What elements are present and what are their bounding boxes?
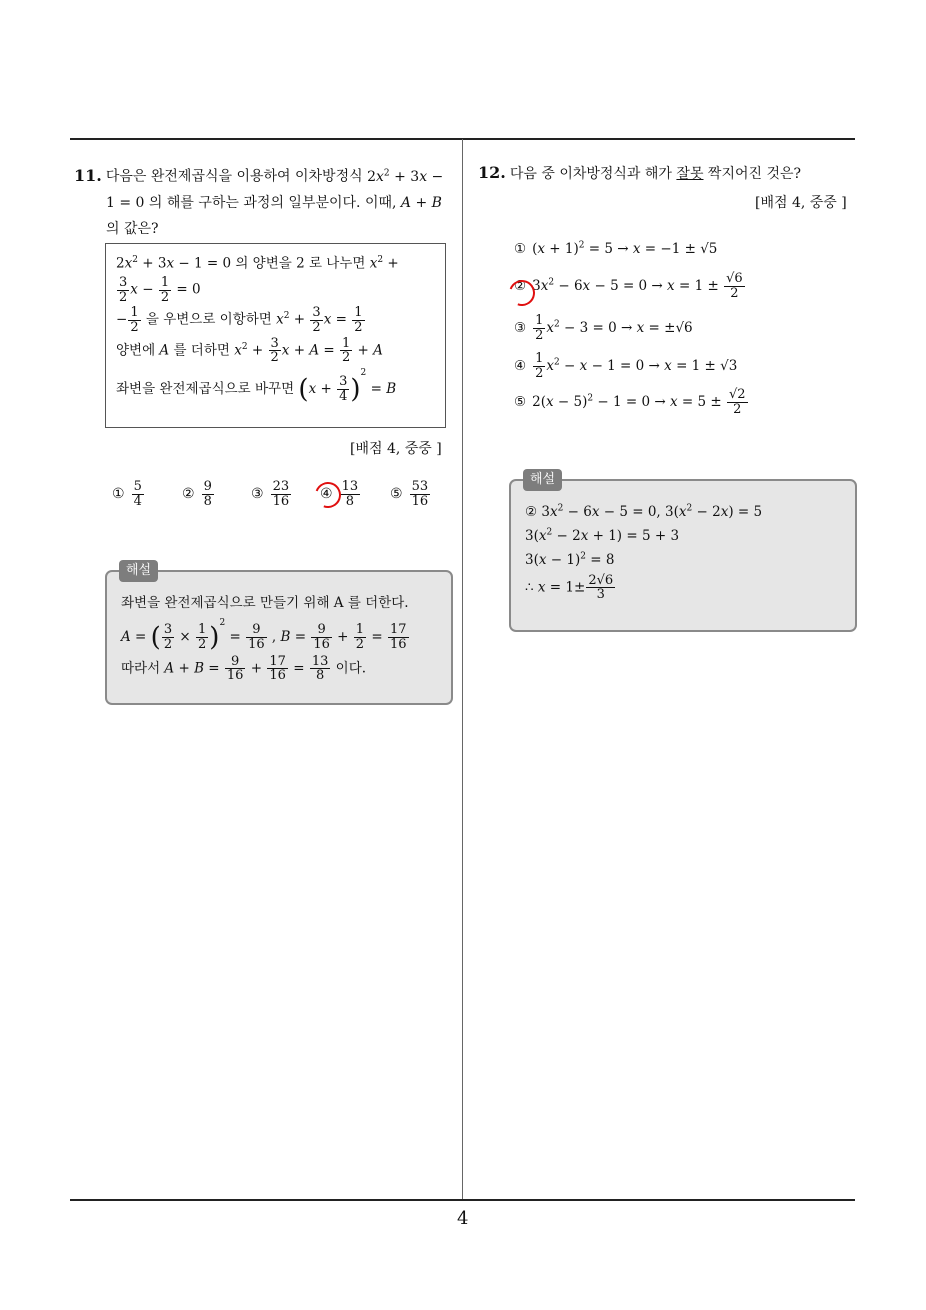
solution-text: 이다. (335, 660, 367, 677)
choice-number: ⑤ (390, 486, 403, 503)
choice-numerator: 53 (411, 479, 429, 494)
page-number: 4 (457, 1208, 469, 1229)
choice-number: ① (112, 486, 125, 503)
question-11-stem (74, 160, 459, 242)
option-math: $\frac{1}{2}$ $x^2 - 3 = 0 \to x = \pm√6$ (535, 313, 693, 343)
choice-denominator: 8 (203, 493, 212, 509)
choice-numerator: 23 (272, 479, 290, 494)
question-12-stem (478, 160, 801, 187)
option-number: ④ (514, 357, 527, 374)
derivation-text: 로 나누면 (308, 255, 366, 272)
choice-numerator: 9 (203, 479, 212, 494)
option-number: ③ (514, 319, 527, 336)
derivation-line-2: $\frac{3}{2}$ x − $\frac{1}{2}$ = 0 (119, 275, 201, 305)
question-text-underlined: 잘못 (676, 166, 704, 182)
derivation-line-1: $2x^2 + 3x - 1 = 0$ 의 양변을 2 로 나누면 $x^2$ + (116, 255, 399, 272)
option-math: $\frac{1}{2}$ $x^2 - x - 1 = 0 \to x = 1 \pm √3$ (535, 351, 738, 381)
math-expression: A + B (400, 194, 442, 211)
solution-line-2: A = ( $\frac{3}{2}$ × $\frac{1}{2}$ )$^2$ = $\frac{9}{16}$ , B = $\frac{9}{16}$ + $\frac{1}{2}$ = $\frac{17}{16}$ (121, 617, 407, 653)
option-number: ① (514, 240, 527, 257)
derivation-line-5: 좌변을 완전제곱식으로 바꾸면 (x + $\frac{3}{4}$ )$^2$ = B (116, 367, 397, 405)
option-number: ⑤ (514, 393, 527, 410)
choice-number: ② (182, 486, 195, 503)
derivation-text: 의 양변을 (235, 255, 292, 272)
derivation-text: 좌변을 완전제곱식으로 바꾸면 (116, 380, 295, 397)
derivation-line-3: − $\frac{1}{2}$ 을 우변으로 이항하면 $x^2$ + $\frac{3}{2}$ x = $\frac{1}{2}$ (116, 305, 363, 335)
question-text: 짝지어진 것은? (703, 166, 802, 182)
derivation-text: 를 더하면 (173, 342, 230, 359)
choice-2[interactable] (182, 480, 215, 508)
derivation-box (105, 243, 446, 428)
solution-tag: 해설 (119, 560, 158, 582)
question-text: 의 해를 구하는 과정의 일부분이다. 이때, (144, 194, 401, 211)
option-math: $2(x - 5)^2 - 1 = 0 \to x = 5$ ± $\frac{√2}{2}$ (532, 387, 746, 417)
option-4[interactable] (514, 352, 737, 380)
choice-denominator: 16 (411, 493, 429, 509)
solution-line-1: ② $3x^2 - 6x - 5 = 0$, $3(x^2 - 2x) = 5$ (525, 503, 763, 520)
solution-line-4: ∴ x = 1± $\frac{2√6}{3}$ (525, 572, 614, 603)
solution-line-3: 따라서 A + B = $\frac{9}{16}$ + $\frac{17}{16}$ = $\frac{13}{8}$ 이다. (121, 653, 367, 684)
solution-text: 따라서 (121, 660, 161, 677)
choice-5[interactable] (390, 480, 431, 508)
points-label: [배점 4, 중중 ] (350, 441, 442, 457)
choice-denominator: 8 (345, 493, 354, 509)
solution-box-11 (105, 563, 453, 705)
question-text: 다음은 완전제곱식을 이용하여 이차방정식 (105, 168, 368, 185)
choice-number: ④ (320, 486, 333, 503)
bottom-rule (70, 1199, 855, 1201)
points-label: [배점 4, 중중 ] (755, 195, 847, 211)
solution-line-3: $3(x - 1)^2 = 8$ (525, 551, 615, 568)
option-1[interactable] (514, 240, 717, 257)
derivation-text: 양변에 (116, 342, 156, 359)
question-number: 11. (74, 165, 102, 185)
choice-number: ③ (251, 486, 264, 503)
solution-line-1: 좌변을 완전제곱식으로 만들기 위해 A 를 더한다. (121, 595, 409, 611)
choice-numerator: 13 (341, 479, 359, 494)
column-divider (462, 139, 463, 1200)
question-text: 다음 중 이차방정식과 해가 (509, 166, 677, 182)
choice-numerator: 5 (133, 479, 142, 494)
solution-line-2: $3(x^2 - 2x + 1) = 5 + 3$ (525, 527, 680, 544)
option-number: ② (514, 277, 527, 294)
solution-number: ② (525, 504, 538, 520)
math-expression: 1 = 0 (106, 194, 145, 211)
option-5[interactable] (514, 388, 749, 416)
derivation-text: 을 우변으로 이항하면 (145, 311, 272, 328)
math-expression: $2x^2 + 3x$ − (367, 168, 444, 185)
derivation-line-4: 양변에 A 를 더하면 $x^2$ + $\frac{3}{2}$ x + A = $\frac{1}{2}$ + A (116, 335, 383, 366)
choice-1[interactable] (112, 480, 145, 508)
solution-tag: 해설 (523, 469, 562, 491)
question-number: 12. (478, 163, 506, 182)
choice-denominator: 16 (272, 493, 290, 509)
question-text: 의 값은? (106, 220, 159, 237)
option-3[interactable] (514, 314, 693, 342)
option-math: $(x + 1)^2 = 5 \to x = -1 \pm √5$ (532, 240, 718, 257)
choice-denominator: 4 (133, 493, 142, 509)
option-math: $3x^2 - 6x - 5 = 0 \to x = 1$ ± $\frac{√6}{2}$ (532, 271, 743, 301)
option-2[interactable] (514, 272, 746, 300)
choice-3[interactable] (251, 480, 292, 508)
solution-box-12 (509, 472, 857, 632)
